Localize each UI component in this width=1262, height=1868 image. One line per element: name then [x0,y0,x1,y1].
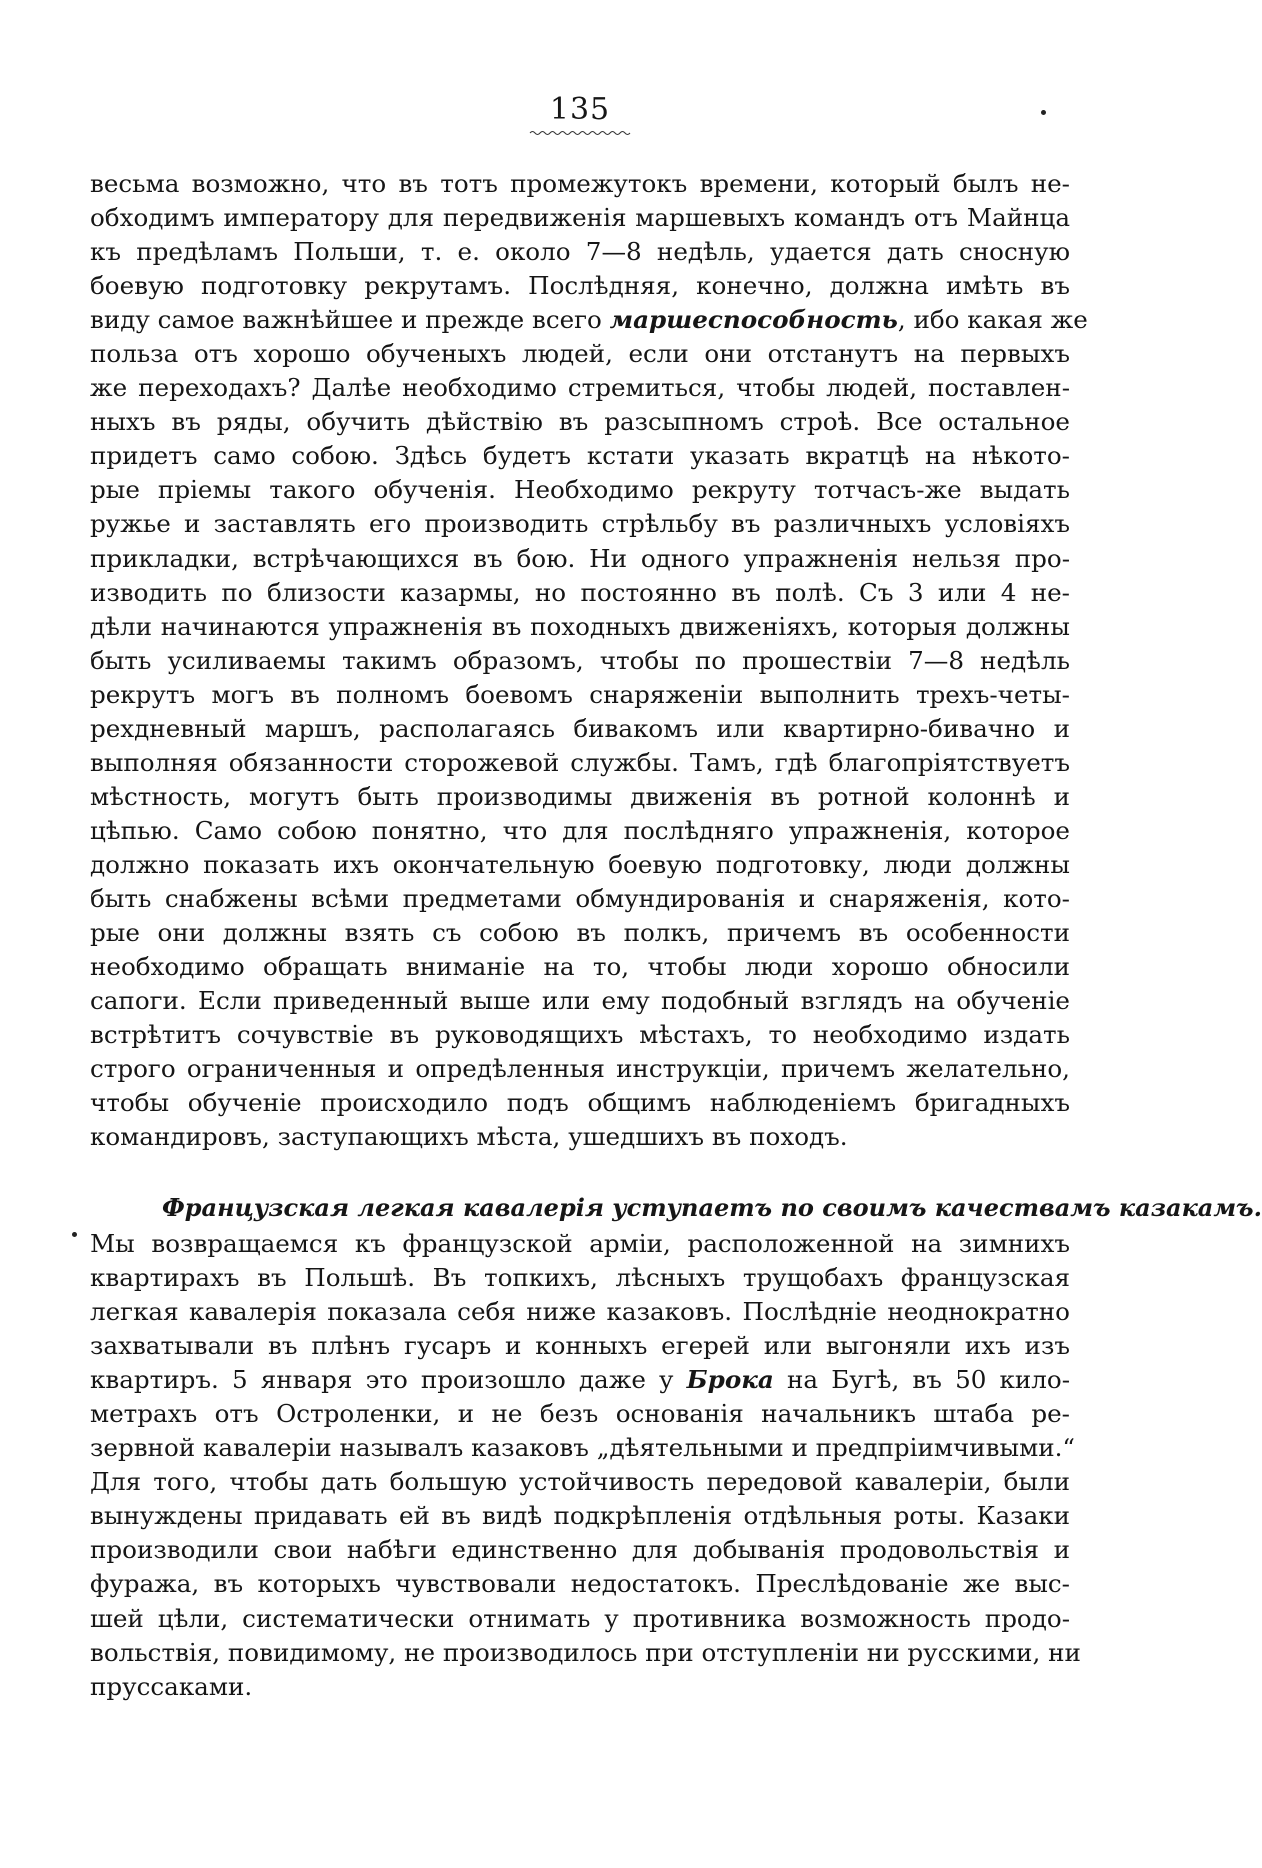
text-line: метрахъ отъ Остроленки, и не безъ основанія начальникъ штаба ре- [90,1399,1070,1429]
text-line: производили свои набѣги единственно для добыванія продовольствія и [90,1535,1070,1565]
text-line [90,1363,1070,1397]
text-line: дѣли начинаются упражненія въ походныхъ движеніяхъ, которыя должны [90,611,1070,641]
text-line: быть снабжены всѣми предметами обмундированія и снаряженія, кото- [90,883,1070,913]
text-line [90,303,1088,337]
text-line: боевую подготовку рекрутамъ. Послѣдняя, конечно, должна имѣть въ [90,271,1070,301]
text-segment: квартиръ. 5 января это произошло даже у [90,1365,674,1395]
text-line: выполняя обязанности сторожевой службы. Тамъ, гдѣ благопріятствуетъ [90,747,1070,777]
text-line: быть усиливаемы такимъ образомъ, чтобы по прошествіи 7—8 недѣль [90,645,1070,675]
emphasized-term: маршеспособность [609,305,898,335]
text-line: фуража, въ которыхъ чувствовали недостатокъ. Преслѣдованіе же выс- [90,1569,1070,1599]
text-segment: на Бугѣ, въ 50 кило- [787,1365,1071,1395]
text-line: шей цѣли, систематически отнимать у противника возможность продо- [90,1603,1070,1633]
text-line: Мы возвращаемся къ французской арміи, расположенной на зимнихъ [90,1229,1070,1258]
text-line: встрѣтитъ сочувствіе въ руководящихъ мѣстахъ, то необходимо издать [90,1020,1070,1050]
text-segment: , ибо какая же [897,305,1088,335]
text-line: польза отъ хорошо обученыхъ людей, если они отстанутъ на первыхъ [90,339,1070,369]
text-line: къ предѣламъ Польши, т. е. около 7—8 недѣль, удается дать сносную [90,237,1070,267]
text-line: обходимъ императору для передвиженія маршевыхъ командъ отъ Майнца [90,203,1070,233]
text-line: рые пріемы такого обученія. Необходимо рекруту тотчасъ-же выдать [90,475,1070,505]
text-line: вынуждены придавать ей въ видѣ подкрѣпленія отдѣльныя роты. Казаки [90,1501,1070,1531]
text-line: пруссаками. [90,1671,253,1701]
text-line: легкая кавалерія показала себя ниже казаковъ. Послѣдніе неоднократно [90,1297,1070,1327]
text-line: же переходахъ? Далѣе необходимо стремиться, чтобы людей, поставлен- [90,373,1070,403]
section-heading: Французская легкая кавалерія уступаетъ по своимъ качествамъ казакамъ. [162,1193,1262,1222]
text-line: цѣпью. Само собою понятно, что для послѣдняго упражненія, которое [90,815,1070,845]
text-line: ружье и заставлять его производить стрѣльбу въ различныхъ условіяхъ [90,509,1070,539]
paragraph-military-training [90,167,1088,1154]
text-line: рекрутъ могъ въ полномъ боевомъ снаряженіи выполнить трехъ-четы- [90,679,1070,709]
text-line: необходимо обращать вниманіе на то, чтобы люди хорошо обносили [90,952,1070,982]
text-line: рехдневный маршъ, располагаясь бивакомъ или квартирно-бивачно и [90,713,1070,743]
print-speck [1041,110,1046,115]
text-line: вольствія, повидимому, не производилось при отступленіи ни русскими, ни [90,1637,1081,1667]
text-line: захватывали въ плѣнъ гусаръ и конныхъ егерей или выгоняли ихъ изъ [90,1331,1070,1361]
text-segment: виду самое важнѣйшее и прежде всего [90,305,602,335]
paragraph-cavalry-cossacks [90,1227,1081,1704]
text-line: мѣстность, могутъ быть производимы движенія въ ротной колоннѣ и [90,781,1070,811]
page-number: 135 [549,92,611,127]
text-line: изводить по близости казармы, но постоянно въ полѣ. Съ 3 или 4 не- [90,577,1070,607]
text-line: сапоги. Если приведенный выше или ему подобный взглядъ на обученіе [90,986,1070,1016]
text-line: должно показать ихъ окончательную боевую подготовку, люди должны [90,849,1070,879]
text-line: весьма возможно, что въ тотъ промежутокъ времени, который былъ не- [90,169,1070,198]
text-line: квартирахъ въ Польшѣ. Въ топкихъ, лѣсныхъ трущобахъ французская [90,1263,1070,1293]
print-speck [72,1232,77,1237]
text-line: строго ограниченныя и опредѣленныя инструкціи, причемъ желательно, [90,1054,1070,1084]
text-line: Для того, чтобы дать большую устойчивость передовой кавалеріи, были [90,1467,1070,1497]
text-line: командировъ, заступающихъ мѣста, ушедшихъ въ походъ. [90,1122,848,1152]
text-line: рые они должны взять съ собою въ полкъ, причемъ въ особенности [90,918,1070,948]
text-line: зервной кавалеріи называлъ казаковъ „дѣятельными и предпріимчивыми.“ [90,1433,1075,1463]
text-line: прикладки, встрѣчающихся въ бою. Ни одного упражненія нельзя про- [90,543,1070,573]
emphasized-place-name: Брока [686,1365,774,1395]
text-line: придетъ само собою. Здѣсь будетъ кстати указать вкратцѣ на нѣкото- [90,441,1070,471]
page-number-ornament [530,130,630,136]
text-line: ныхъ въ ряды, обучить дѣйствію въ разсыпномъ строѣ. Все остальное [90,407,1070,437]
text-line: чтобы обученіе происходило подъ общимъ наблюденіемъ бригадныхъ [90,1088,1070,1118]
